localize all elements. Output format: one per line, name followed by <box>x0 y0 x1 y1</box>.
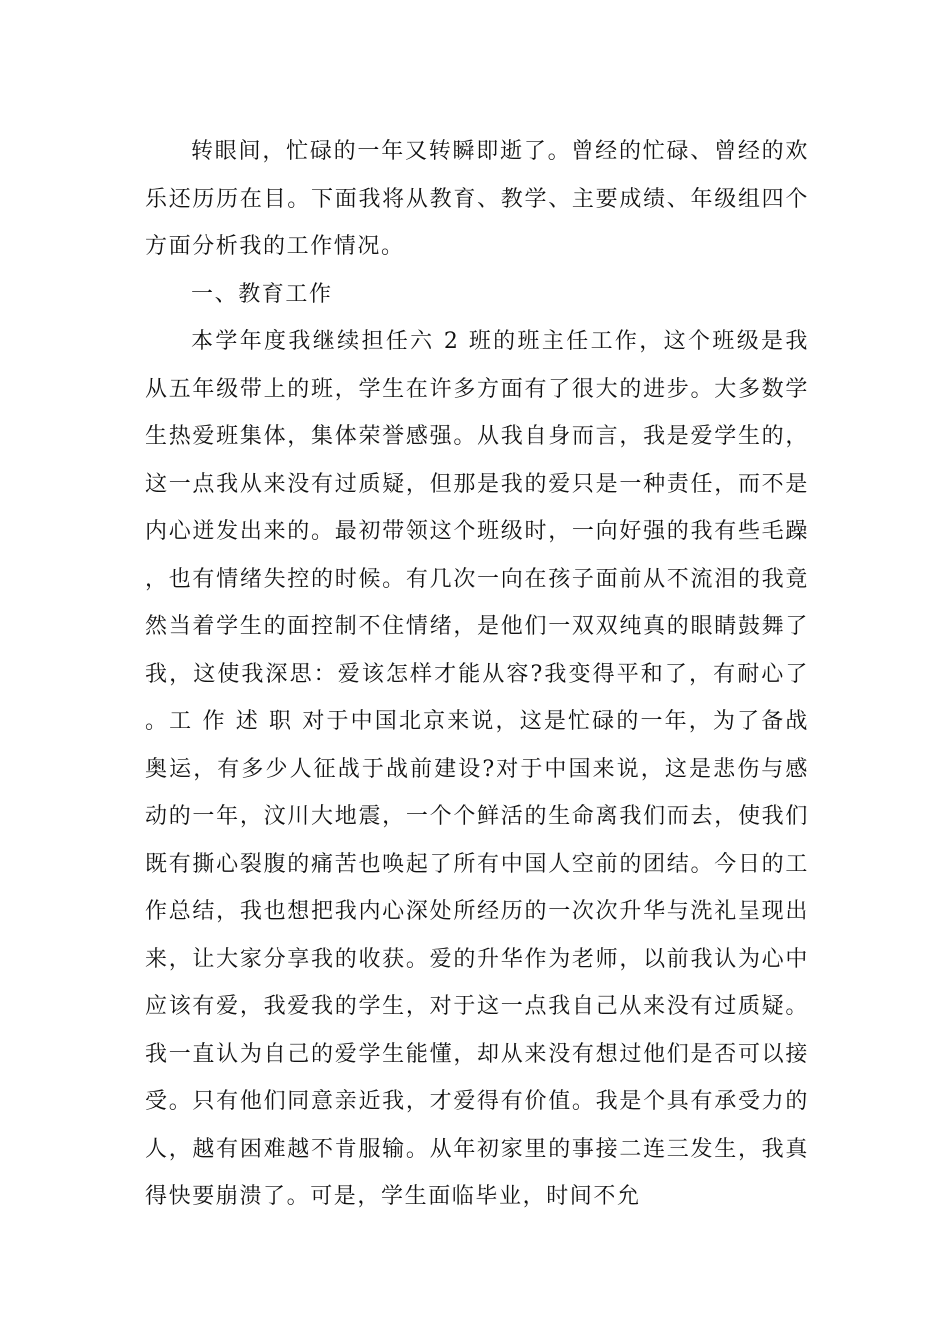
intro-paragraph: 转眼间，忙碌的一年又转瞬即逝了。曾经的忙碌、曾经的欢乐还历历在目。下面我将从教育、教学、主要成绩、年级组四个方面分析我的工作情况。 <box>145 139 809 259</box>
section-heading: 一、教育工作 <box>191 281 333 307</box>
document-body <box>145 128 809 1221</box>
body-paragraph: 本学年度我继续担任六 2 班的班主任工作，这个班级是我从五年级带上的班，学生在许多方面有了很大的进步。大多数学生热爱班集体，集体荣誉感强。从我自身而言，我是爱学生的，这一点我从来没有过质疑，但那是我的爱只是一种责任，而不是内心迸发出来的。最初带领这个班级时，一向好强的我有些毛躁，也有情绪失控的时候。有几次一向在孩子面前从不流泪的我竟然当着学生的面控制不住情绪，是他们一双双纯真的眼睛鼓舞了我，这使我深思：爱该怎样才能从容?我变得平和了，有耐心了。工 作 述 职 对于中国北京来说，这是忙碌的一年，为了备战奥运，有多少人征战于战前建设?对于中国来说，这是悲伤与感动的一年，汶川大地震，一个个鲜活的生命离我们而去，使我们既有撕心裂腹的痛苦也唤起了所有中国人空前的团结。今日的工作总结，我也想把我内心深处所经历的一次次升华与洗礼呈现出来，让大家分享我的收获。爱的升华作为老师，以前我认为心中应该有爱，我爱我的学生，对于这一点我自己从来没有过质疑。我一直认为自己的爱学生能懂，却从来没有想过他们是否可以接受。只有他们同意亲近我，才爱得有价值。我是个具有承受力的人，越有困难越不肯服输。从年初家里的事接二连三发生，我真得快要崩溃了。可是，学生面临毕业，时间不允 <box>145 329 809 1209</box>
